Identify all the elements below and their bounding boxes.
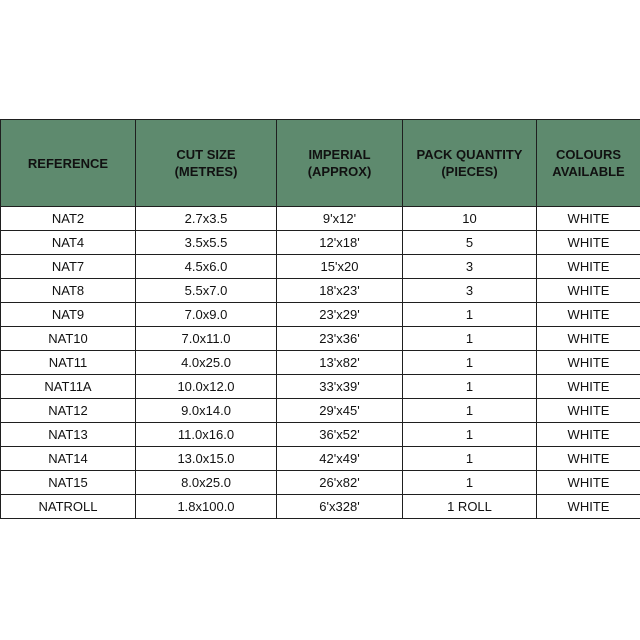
table-row xyxy=(1,231,640,255)
colours-cell: WHITE xyxy=(537,303,640,327)
cut-size-cell: 9.0x14.0 xyxy=(136,399,277,423)
imperial-cell: 42'x49' xyxy=(277,447,403,471)
cut-size-cell: 2.7x3.5 xyxy=(136,207,277,231)
pack-quantity-cell: 3 xyxy=(403,255,537,279)
reference-cell: NAT12 xyxy=(1,399,136,423)
reference-cell: NAT8 xyxy=(1,279,136,303)
cut-size-cell: 3.5x5.5 xyxy=(136,231,277,255)
colours-cell: WHITE xyxy=(537,447,640,471)
pack-quantity-cell: 3 xyxy=(403,279,537,303)
table-row xyxy=(1,471,640,495)
reference-cell: NAT7 xyxy=(1,255,136,279)
cut-size-cell: 4.0x25.0 xyxy=(136,351,277,375)
pack-quantity-cell: 10 xyxy=(403,207,537,231)
pack-quantity-cell: 1 xyxy=(403,423,537,447)
header-imperial: IMPERIAL (APPROX) xyxy=(277,120,403,207)
table-body xyxy=(1,207,640,519)
header-row xyxy=(1,120,640,207)
colours-cell: WHITE xyxy=(537,255,640,279)
cut-size-cell: 8.0x25.0 xyxy=(136,471,277,495)
pack-quantity-cell: 1 xyxy=(403,447,537,471)
table-row xyxy=(1,207,640,231)
pack-quantity-cell: 5 xyxy=(403,231,537,255)
pack-quantity-cell: 1 xyxy=(403,327,537,351)
table-row xyxy=(1,351,640,375)
header-pack-quantity: PACK QUANTITY (PIECES) xyxy=(403,120,537,207)
pack-quantity-cell: 1 ROLL xyxy=(403,495,537,519)
pack-quantity-cell: 1 xyxy=(403,351,537,375)
table-row xyxy=(1,303,640,327)
imperial-cell: 15'x20 xyxy=(277,255,403,279)
reference-cell: NAT10 xyxy=(1,327,136,351)
imperial-cell: 23'x29' xyxy=(277,303,403,327)
size-table xyxy=(0,119,640,519)
cut-size-cell: 7.0x9.0 xyxy=(136,303,277,327)
imperial-cell: 29'x45' xyxy=(277,399,403,423)
cut-size-cell: 11.0x16.0 xyxy=(136,423,277,447)
imperial-cell: 23'x36' xyxy=(277,327,403,351)
table-row xyxy=(1,495,640,519)
table-row xyxy=(1,447,640,471)
cut-size-cell: 10.0x12.0 xyxy=(136,375,277,399)
imperial-cell: 13'x82' xyxy=(277,351,403,375)
imperial-cell: 12'x18' xyxy=(277,231,403,255)
colours-cell: WHITE xyxy=(537,495,640,519)
imperial-cell: 26'x82' xyxy=(277,471,403,495)
colours-cell: WHITE xyxy=(537,423,640,447)
imperial-cell: 6'x328' xyxy=(277,495,403,519)
reference-cell: NATROLL xyxy=(1,495,136,519)
pack-quantity-cell: 1 xyxy=(403,303,537,327)
table-row xyxy=(1,375,640,399)
colours-cell: WHITE xyxy=(537,351,640,375)
imperial-cell: 18'x23' xyxy=(277,279,403,303)
pack-quantity-cell: 1 xyxy=(403,375,537,399)
table-row xyxy=(1,327,640,351)
colours-cell: WHITE xyxy=(537,471,640,495)
cut-size-cell: 5.5x7.0 xyxy=(136,279,277,303)
cut-size-cell: 13.0x15.0 xyxy=(136,447,277,471)
table-header xyxy=(1,120,640,207)
colours-cell: WHITE xyxy=(537,327,640,351)
reference-cell: NAT13 xyxy=(1,423,136,447)
table-row xyxy=(1,423,640,447)
reference-cell: NAT15 xyxy=(1,471,136,495)
reference-cell: NAT11 xyxy=(1,351,136,375)
imperial-cell: 36'x52' xyxy=(277,423,403,447)
pack-quantity-cell: 1 xyxy=(403,471,537,495)
header-colours: COLOURS AVAILABLE xyxy=(537,120,640,207)
table-row xyxy=(1,255,640,279)
reference-cell: NAT2 xyxy=(1,207,136,231)
imperial-cell: 33'x39' xyxy=(277,375,403,399)
imperial-cell: 9'x12' xyxy=(277,207,403,231)
table-row xyxy=(1,279,640,303)
reference-cell: NAT11A xyxy=(1,375,136,399)
header-cut-size: CUT SIZE (METRES) xyxy=(136,120,277,207)
cut-size-cell: 4.5x6.0 xyxy=(136,255,277,279)
colours-cell: WHITE xyxy=(537,399,640,423)
reference-cell: NAT4 xyxy=(1,231,136,255)
cut-size-cell: 7.0x11.0 xyxy=(136,327,277,351)
pack-quantity-cell: 1 xyxy=(403,399,537,423)
colours-cell: WHITE xyxy=(537,231,640,255)
colours-cell: WHITE xyxy=(537,279,640,303)
reference-cell: NAT9 xyxy=(1,303,136,327)
header-reference: REFERENCE xyxy=(1,120,136,207)
reference-cell: NAT14 xyxy=(1,447,136,471)
colours-cell: WHITE xyxy=(537,207,640,231)
table-row xyxy=(1,399,640,423)
colours-cell: WHITE xyxy=(537,375,640,399)
cut-size-cell: 1.8x100.0 xyxy=(136,495,277,519)
